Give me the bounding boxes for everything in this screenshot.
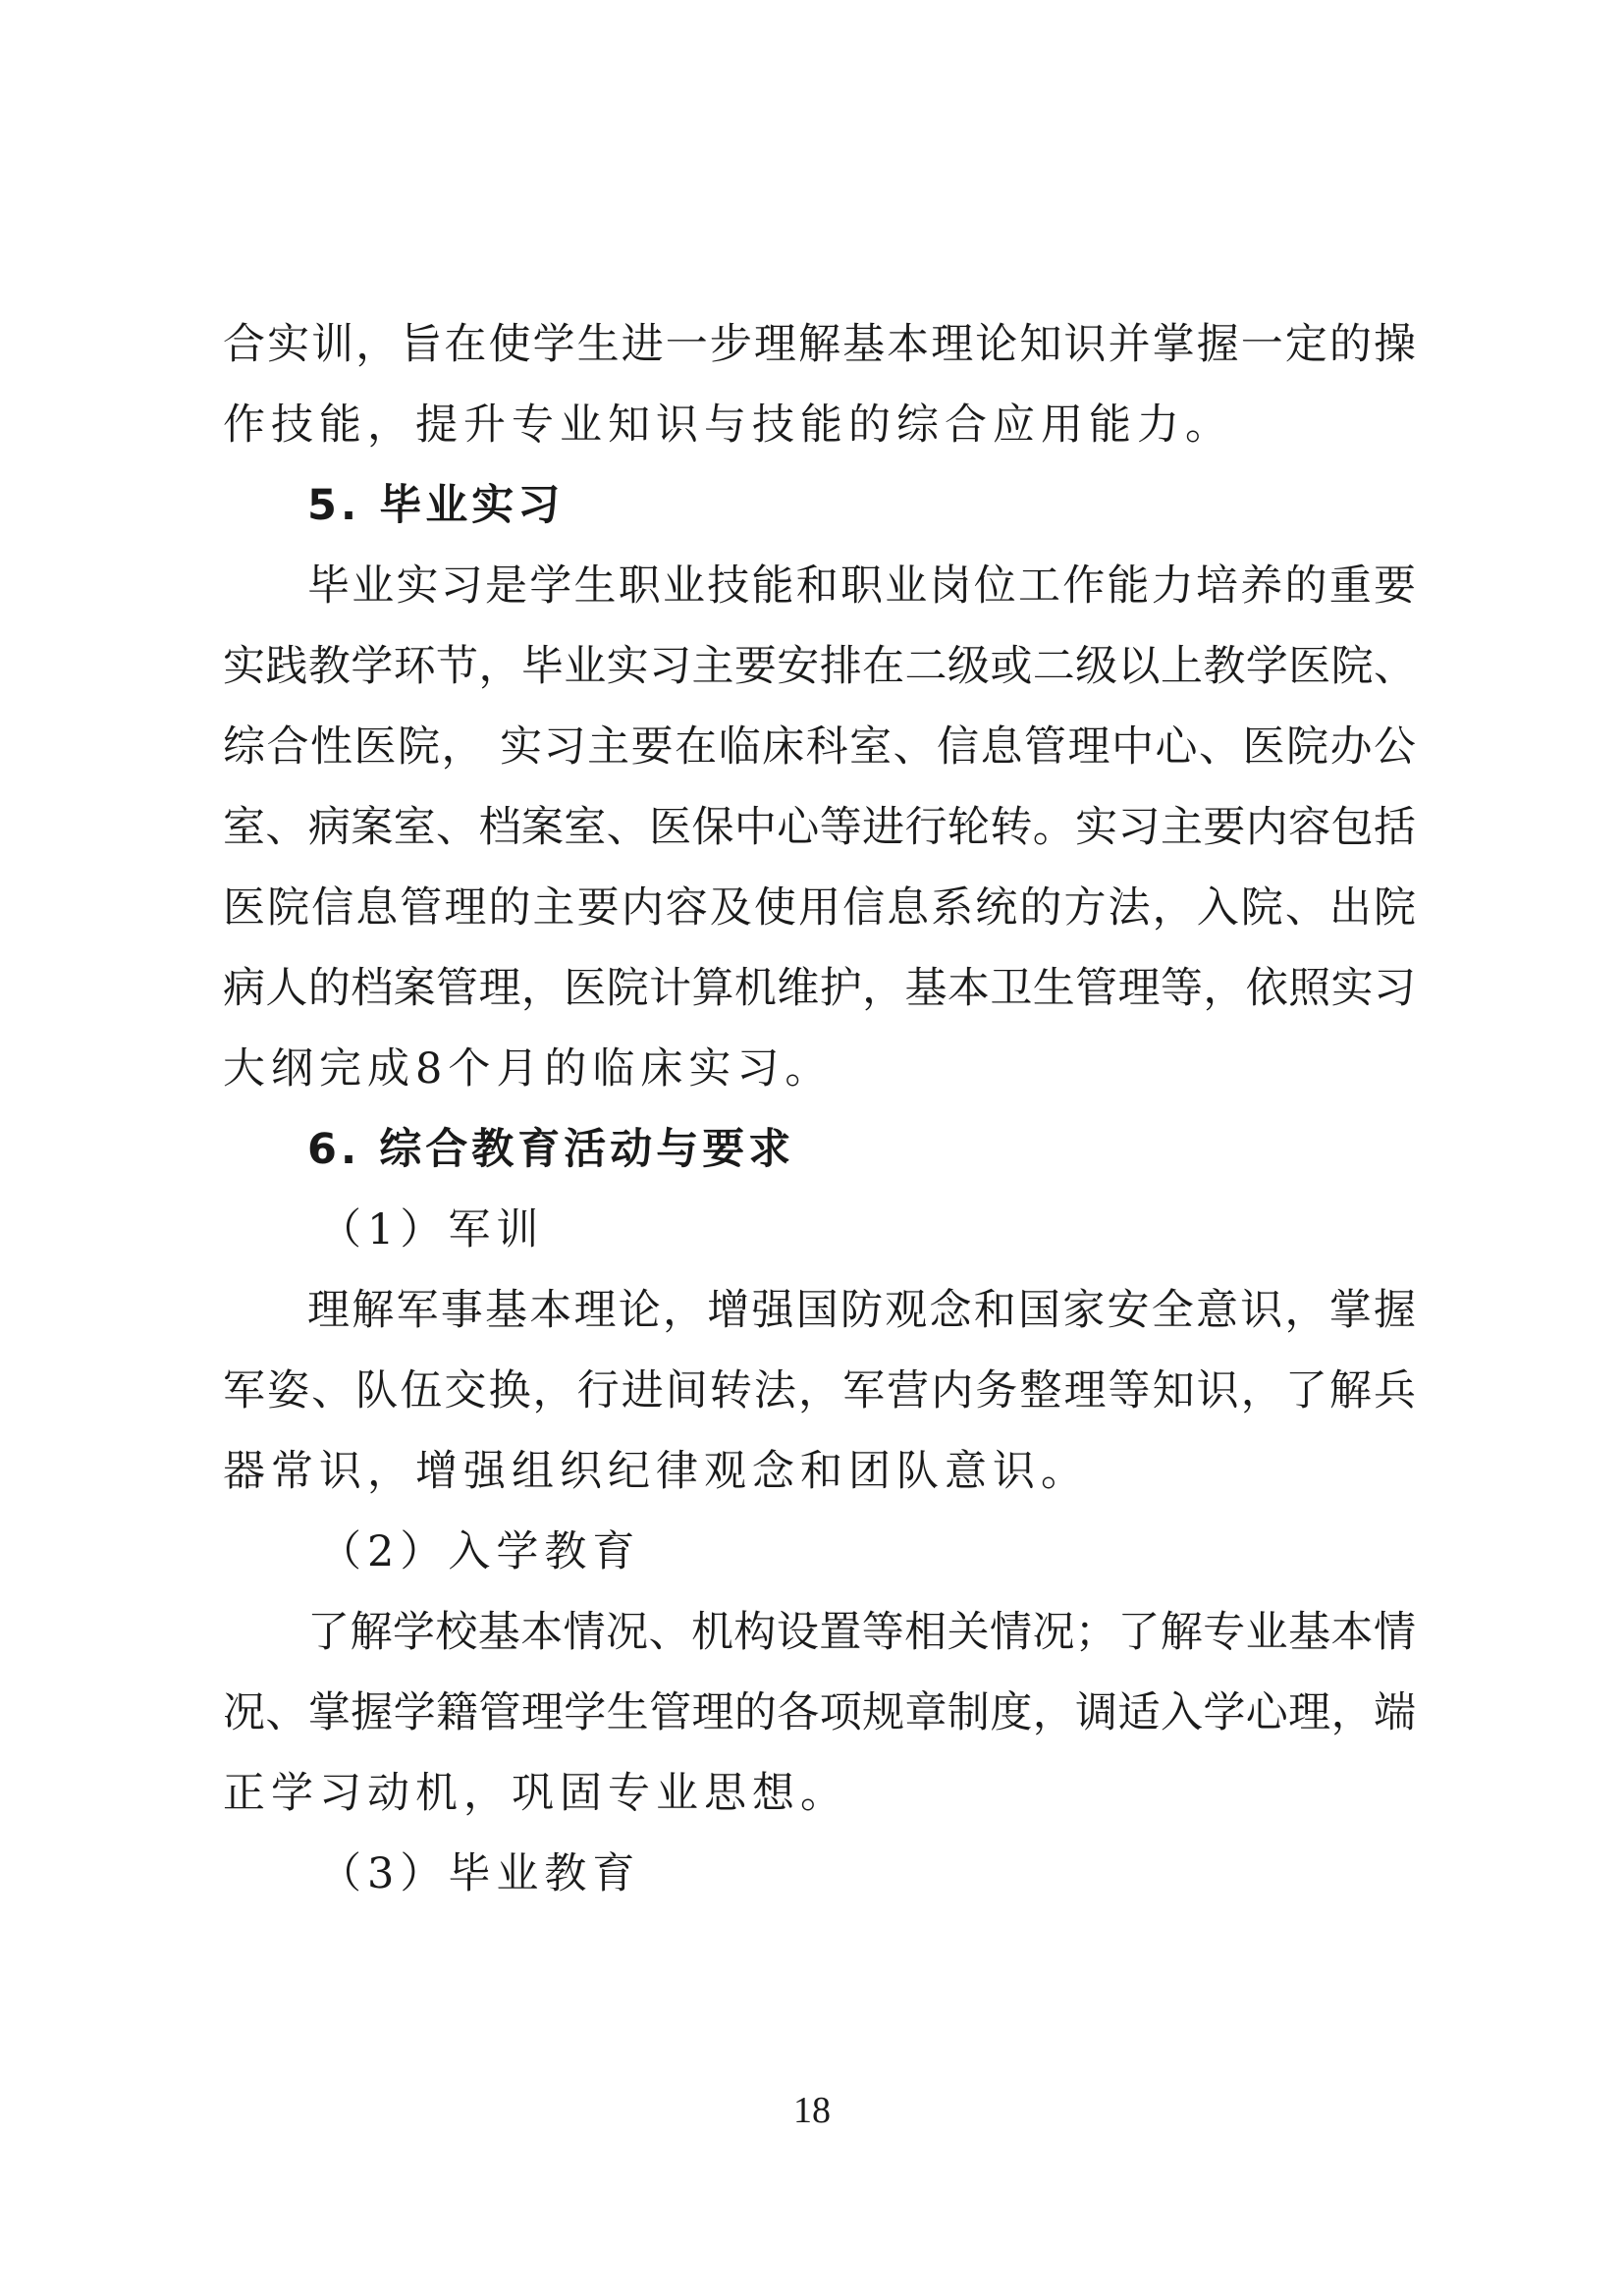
subsection-title-military-training: （1）军训 <box>319 1205 545 1255</box>
text-line: 室、病案室、档案室、医保中心等进行轮转。实习主要内容包括 <box>223 803 1416 852</box>
section-heading-internship: 5. 毕业实习 <box>307 481 565 530</box>
text-line: 毕业实习是学生职业技能和职业岗位工作能力培养的重要 <box>307 561 1416 611</box>
continued-paragraph <box>223 304 1416 465</box>
document-body <box>223 304 1416 1914</box>
text-line: 况、掌握学籍管理学生管理的各项规章制度，调适入学心理，端 <box>223 1688 1416 1737</box>
subsection-title-graduation-education: （3）毕业教育 <box>319 1849 641 1898</box>
text-line: 理解军事基本理论，增强国防观念和国家安全意识，掌握 <box>307 1286 1416 1335</box>
text-line: 大纲完成8个月的临床实习。 <box>223 1044 834 1094</box>
text-line: 综合性医院， 实习主要在临床科室、信息管理中心、医院办公 <box>223 722 1416 772</box>
text-line: 军姿、队伍交换，行进间转法，军营内务整理等知识，了解兵 <box>223 1366 1416 1415</box>
enrollment-education-paragraph <box>223 1592 1416 1834</box>
text-line: 器常识，增强组织纪律观念和团队意识。 <box>223 1447 1089 1496</box>
page-number: 18 <box>793 2090 831 2131</box>
text-line: 了解学校基本情况、机构设置等相关情况；了解专业基本情 <box>307 1608 1416 1657</box>
text-line: 合实训，旨在使学生进一步理解基本理论知识并掌握一定的操 <box>223 320 1416 369</box>
text-line: 作技能，提升专业知识与技能的综合应用能力。 <box>223 400 1233 450</box>
section-heading-education: 6. 综合教育活动与要求 <box>307 1125 795 1174</box>
internship-paragraph <box>223 546 1416 1109</box>
text-line: 实践教学环节，毕业实习主要安排在二级或二级以上教学医院、 <box>223 642 1416 691</box>
subsection-title-enrollment-education: （2）入学教育 <box>319 1527 641 1576</box>
text-line: 正学习动机，巩固专业思想。 <box>223 1769 848 1818</box>
text-line: 医院信息管理的主要内容及使用信息系统的方法，入院、出院 <box>223 883 1416 933</box>
military-training-paragraph <box>223 1270 1416 1512</box>
text-line: 病人的档案管理，医院计算机维护，基本卫生管理等，依照实习 <box>223 964 1416 1013</box>
